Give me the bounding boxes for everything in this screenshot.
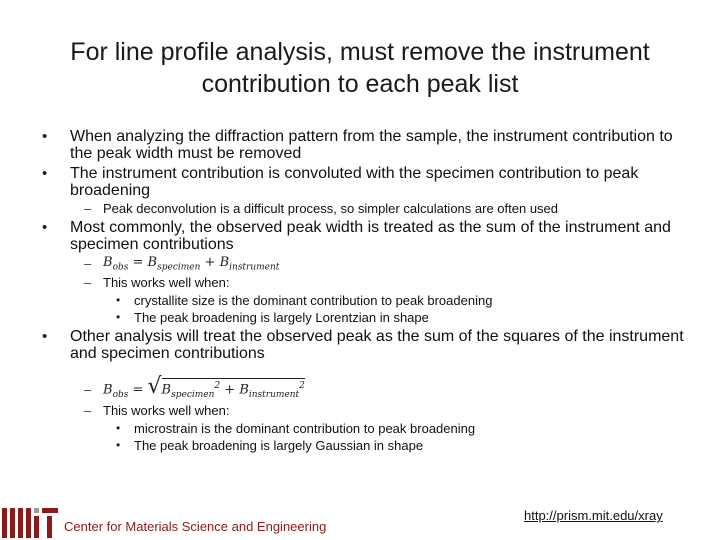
footer-organization: Center for Materials Science and Engineering — [64, 519, 327, 534]
bullet-icon: • — [42, 219, 48, 236]
condition-crystallite-size: crystallite size is the dominant contribution to peak broadening — [134, 293, 493, 308]
dash-icon: – — [84, 275, 92, 290]
dash-icon: – — [84, 403, 92, 418]
bullet-icon: • — [42, 128, 48, 145]
footer-url-link[interactable]: http://prism.mit.edu/xray — [524, 508, 663, 523]
dash-icon: – — [84, 382, 92, 397]
radical-icon: √ — [147, 374, 162, 399]
condition-gaussian: The peak broadening is largely Gaussian in shape — [134, 438, 424, 453]
bullet-icon: • — [42, 165, 48, 182]
bullet-icon: • — [42, 328, 48, 345]
dot-icon: • — [116, 421, 121, 435]
mit-logo-icon — [2, 506, 58, 538]
condition-lorentzian: The peak broadening is largely Lorentzian in shape — [134, 310, 429, 325]
equation-quadratic-sum: $B_{obs}$ = √ $B_{specimen}^2 + B_{instrument}^2$ — [103, 374, 305, 400]
sub-deconvolution: Peak deconvolution is a difficult process, so simpler calculations are often used — [103, 201, 559, 216]
dash-icon: – — [84, 201, 92, 216]
bullet-instrument-removal: When analyzing the diffraction pattern from the sample, the instrument contribution to the peak width must be removed — [70, 128, 673, 162]
dot-icon: • — [116, 310, 121, 324]
bullet-sum-squares-model: Other analysis will treat the observed peak as the sum of the squares of the instrument and specimen contributions — [70, 328, 684, 362]
bullet-sum-model: Most commonly, the observed peak width is treated as the sum of the instrument and specimen contributions — [70, 219, 671, 253]
dash-icon: – — [84, 256, 92, 271]
condition-microstrain: microstrain is the dominant contribution to peak broadening — [134, 421, 476, 436]
bullet-convolution: The instrument contribution is convoluted with the specimen contribution to peak broadening — [70, 165, 639, 199]
sub-works-well-lorentz: This works well when: — [103, 275, 230, 290]
dot-icon: • — [116, 438, 121, 452]
slide-title: For line profile analysis, must remove the instrument contribution to each peak list — [70, 38, 650, 98]
sub-works-well-gauss: This works well when: — [103, 403, 230, 418]
dot-icon: • — [116, 293, 121, 307]
equation-linear-sum: $B_{obs} = B_{specimen} + B_{instrument}$ — [103, 255, 280, 273]
